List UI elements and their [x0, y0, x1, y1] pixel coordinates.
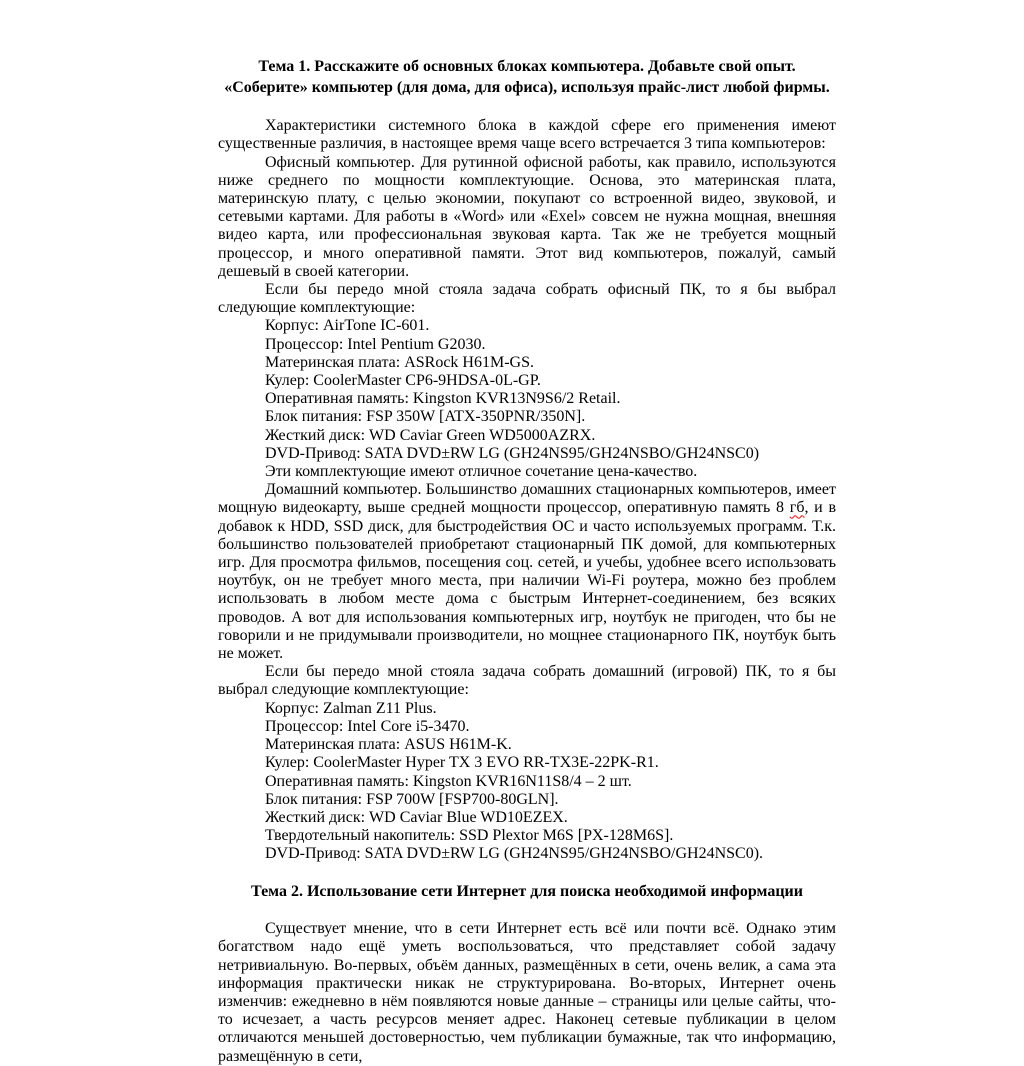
component-line-ssd: Твердотельный накопитель: SSD Plextor M6S [PX-128M6S].	[265, 827, 674, 845]
spellcheck-marked-word: гб	[789, 499, 805, 517]
component-line-cpu: Процессор: Intel Core i5-3470.	[265, 717, 470, 735]
component-line-ram: Оперативная память: Kingston KVR16N11S8/4 – 2 шт.	[265, 772, 632, 790]
component-line-hdd: Жесткий диск: WD Caviar Blue WD10EZEX.	[265, 808, 568, 826]
component-line-psu: Блок питания: FSP 700W [FSP700-80GLN].	[265, 790, 559, 808]
home-text-after: , и в добавок к HDD, SSD диск, для быстродействия ОС и часто используемых программ. Т.к. большинство пользователей приобретают стационарный ПК домой, для компьютерных игр. Для просмотра фильмов, посещения соц. сетей, и учебы, удобнее всего использовать ноутбук, он не требует много места, при наличии Wi-Fi роутера, можно без проблем использовать в любом месте дома с быстрым Интернет-соединением, без всяких проводов. А вот для использования компьютерных игр, ноутбук не пригоден, что бы не говорили и не придумывали производители, но мощнее стационарного ПК, ноутбук быть не может.	[218, 499, 836, 663]
topic1-heading-line-1: Тема 1. Расскажите об основных блоках компьютера. Добавьте свой опыт.	[258, 58, 796, 75]
component-line-cpu: Процессор: Intel Pentium G2030.	[265, 335, 486, 353]
paragraph-office-computer: Офисный компьютер. Для рутинной офисной работы, как правило, используются ниже среднего по мощности комплектующие. Основа, это материнская плата, материнскую плату, с целью экономии, покупают со встроенной видео, звуковой, и сетевыми картами. Для работы в «Word» или «Exel» совсем не нужна мощная, внешняя видео карта, или профессиональная звуковая карта. Так же не требуется мощный процессор, и много оперативной памяти. Этот вид компьютеров, пожалуй, самый дешевый в своей категории.	[218, 153, 836, 280]
component-line-case: Корпус: Zalman Z11 Plus.	[265, 699, 437, 717]
component-line-dvd: DVD-Привод: SATA DVD±RW LG (GH24NS95/GH24NSBO/GH24NSC0)	[265, 444, 760, 462]
topic1-heading	[218, 57, 836, 98]
paragraph-home-computer	[218, 481, 836, 663]
paragraph-internet: Существует мнение, что в сети Интернет есть всё или почти всё. Однако этим богатством надо ещё уметь воспользоваться, что представляет собой задачу нетривиальную. Во-первых, объём данных, размещённых в сети, очень велик, а сама эта информация практически никак не структурирована. Во-вторых, Интернет очень изменчив: ежедневно в нём появляются новые данные – страницы или целые сайты, что-то исчезает, а часть ресурсов меняет адрес. Наконец сетевые публикации в целом отличаются меньшей достоверностью, чем публикации бумажные, так что информацию, размещённую в сети,	[218, 920, 836, 1065]
component-line-case: Корпус: AirTone IC-601.	[265, 317, 430, 335]
component-line-cooler: Кулер: CoolerMaster CP6-9HDSA-0L-GP.	[265, 372, 541, 390]
component-line-hdd: Жесткий диск: WD Caviar Green WD5000AZRX.	[265, 426, 596, 444]
component-line-motherboard: Материнская плата: ASUS H61M-K.	[265, 736, 512, 754]
paragraph-office-pick: Если бы передо мной стояла задача собрать офисный ПК, то я бы выбрал следующие комплектующие:	[218, 281, 836, 317]
component-line-cooler: Кулер: CoolerMaster Hyper TX 3 EVO RR-TX3E-22PK-R1.	[265, 754, 659, 772]
home-text-before: Домашний компьютер. Большинство домашних стационарных компьютеров, имеет мощную видеокарту, выше средней мощности процессор, оперативную память 8	[218, 481, 836, 517]
document-page	[218, 57, 836, 1066]
component-line-motherboard: Материнская плата: ASRock H61M-GS.	[265, 353, 534, 371]
paragraph-home-pick: Если бы передо мной стояла задача собрать домашний (игровой) ПК, то я бы выбрал следующие комплектующие:	[218, 663, 836, 699]
topic2-heading: Тема 2. Использование сети Интернет для поиска необходимой информации	[251, 882, 803, 900]
component-line-dvd: DVD-Привод: SATA DVD±RW LG (GH24NS95/GH24NSBO/GH24NSC0).	[265, 845, 764, 863]
component-line-psu: Блок питания: FSP 350W [ATX-350PNR/350N].	[265, 408, 586, 426]
topic1-heading-line-2: «Соберите» компьютер (для дома, для офиса), используя прайс-лист любой фирмы.	[224, 78, 830, 96]
paragraph-intro: Характеристики системного блока в каждой сфере его применения имеют существенные различия, в настоящее время чаще всего встречается 3 типа компьютеров:	[218, 117, 836, 153]
paragraph-office-summary: Эти комплектующие имеют отличное сочетание цена-качество.	[265, 463, 698, 481]
component-line-ram: Оперативная память: Kingston KVR13N9S6/2 Retail.	[265, 390, 621, 408]
